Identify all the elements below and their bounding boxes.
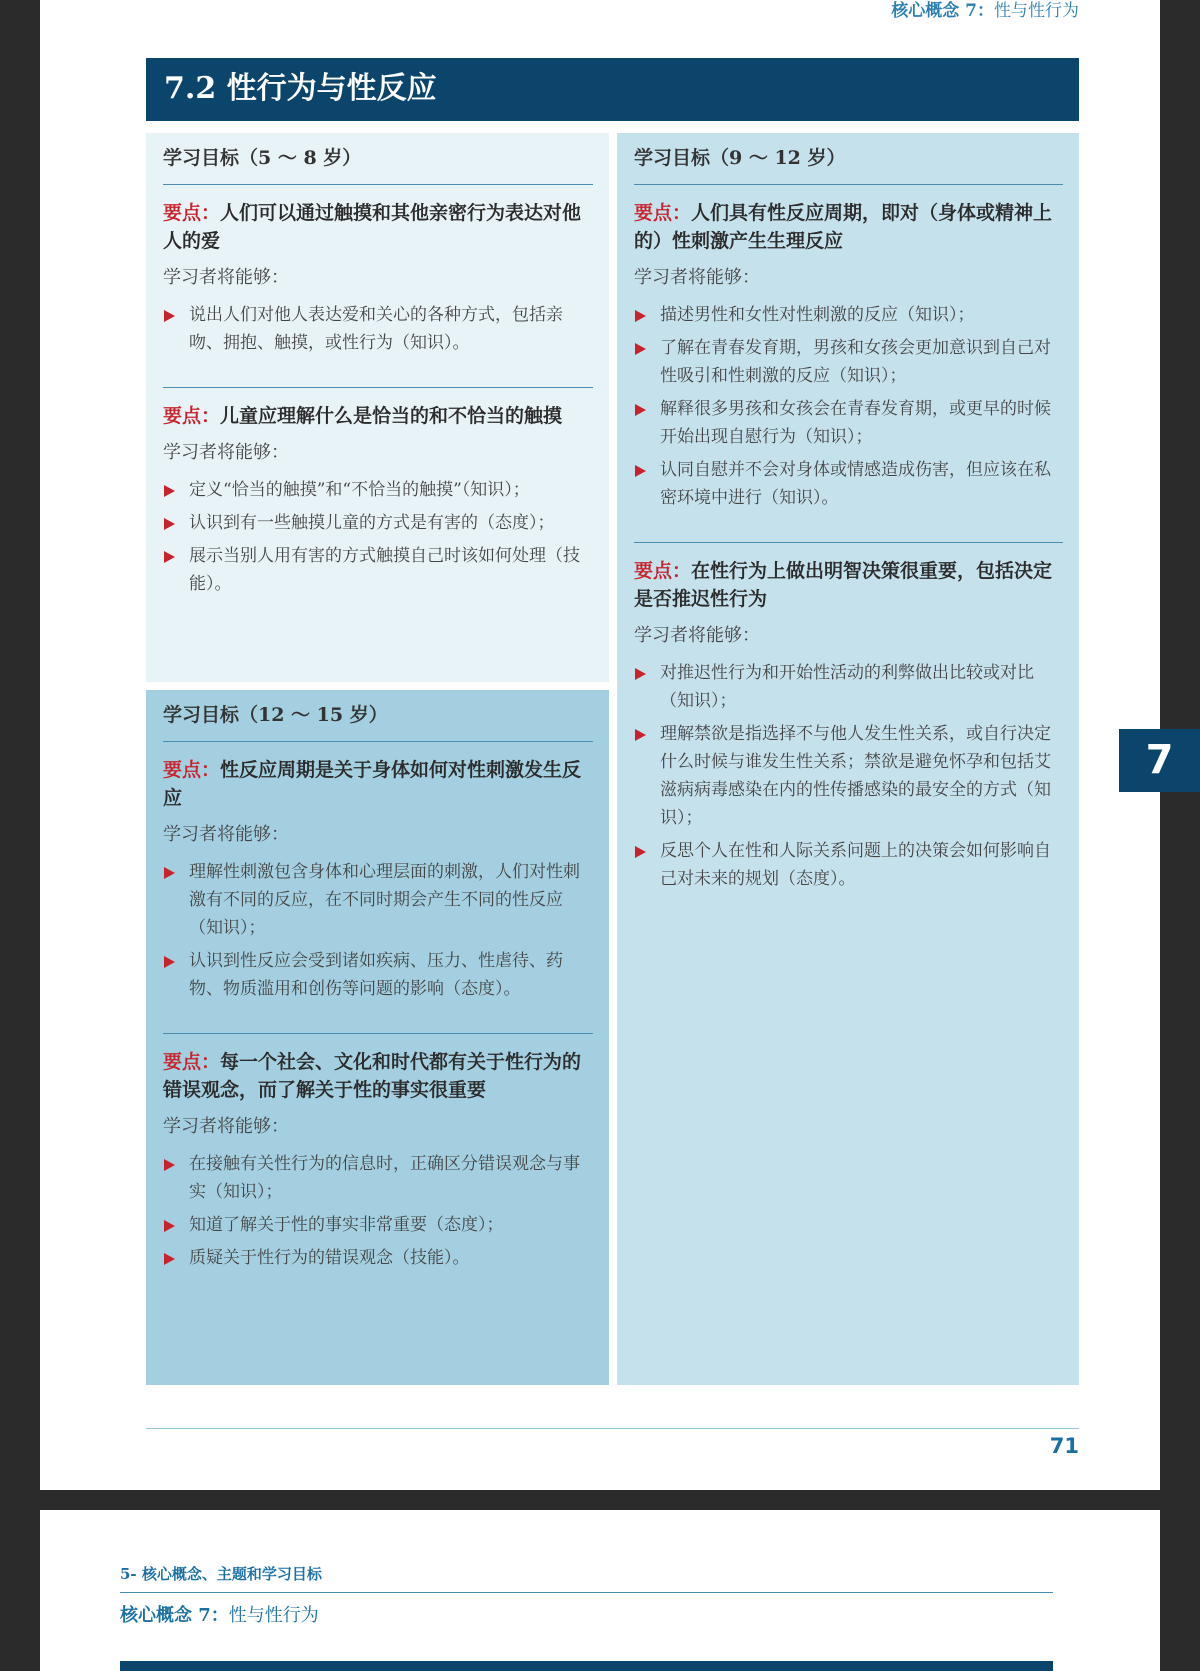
triangle-bullet-icon (635, 729, 646, 741)
key-point (163, 1048, 593, 1104)
objective-item (634, 395, 1063, 451)
key-point-label: 要点： (163, 405, 221, 427)
learning-objectives-9-12 (617, 133, 1079, 1385)
key-point (163, 199, 593, 255)
key-point-block (163, 756, 593, 1003)
triangle-bullet-icon (164, 867, 175, 879)
triangle-bullet-icon (635, 465, 646, 477)
learners-will-be-able: 学习者将能够： (163, 1116, 289, 1137)
objective-item (163, 301, 593, 357)
key-point-block (163, 1048, 593, 1272)
objective-text: 反思个人在性和人际关系问题上的决策会如何影响自己对未来的规划（态度）。 (660, 841, 1051, 889)
key-point-block (163, 199, 593, 357)
triangle-bullet-icon (635, 668, 646, 680)
objective-text: 认识到有一些触摸儿童的方式是有害的（态度）； (189, 513, 555, 533)
chapter-tab: 7 (1119, 729, 1200, 792)
section-header-bar (146, 58, 1079, 121)
objective-list (163, 858, 593, 1003)
learners-will-be-able: 学习者将能够： (163, 267, 289, 288)
objective-item (163, 1211, 593, 1239)
objective-text: 了解在青春发育期，男孩和女孩会更加意识到自己对性吸引和性刺激的反应（知识）； (660, 338, 1051, 386)
next-page-rule (120, 1592, 1053, 1593)
key-point (163, 756, 593, 812)
learning-objectives-12-15 (146, 690, 609, 1385)
triangle-bullet-icon (164, 310, 175, 322)
triangle-bullet-icon (164, 485, 175, 497)
objective-item (634, 720, 1063, 832)
key-point-text: 性反应周期是关于身体如何对性刺激发生反应 (163, 759, 582, 809)
box-heading: 学习目标（12 ～ 15 岁） (163, 702, 593, 742)
objective-list (163, 1150, 593, 1272)
key-point (163, 402, 593, 430)
key-point-block (634, 199, 1063, 512)
objective-text: 展示当别人用有害的方式触摸自己时该如何处理（技能）。 (189, 546, 580, 594)
key-point-text: 每一个社会、文化和时代都有关于性行为的错误观念，而了解关于性的事实很重要 (163, 1051, 582, 1101)
objective-text: 描述男性和女性对性刺激的反应（知识）； (660, 305, 975, 325)
objective-item (634, 334, 1063, 390)
running-head (891, 0, 1079, 22)
objective-text: 理解禁欲是指选择不与他人发生性关系，或自行决定什么时候与谁发生性关系；禁欲是避免怀孕和包括艾滋病病毒感染在内的性传播感染的最安全的方式（知识）； (660, 724, 1051, 828)
objective-item (634, 301, 1063, 329)
objective-item (163, 476, 593, 504)
page-71 (40, 0, 1174, 1490)
objective-list (163, 301, 593, 357)
learners-will-be-able: 学习者将能够： (163, 442, 289, 463)
objective-text: 认同自慰并不会对身体或情感造成伤害，但应该在私密环境中进行（知识）。 (660, 460, 1051, 508)
objective-text: 在接触有关性行为的信息时，正确区分错误观念与事实（知识）； (189, 1154, 580, 1202)
objective-item (634, 659, 1063, 715)
section-title: 7.2 性行为与性反应 (164, 71, 437, 106)
key-point-block (163, 402, 593, 598)
page-number: 71 (1049, 1434, 1079, 1458)
next-page-running-head: 5- 核心概念、主题和学习目标 (120, 1565, 322, 1583)
objective-item (634, 837, 1063, 893)
learning-objectives-5-8 (146, 133, 609, 682)
key-point-text: 人们具有性反应周期，即对（身体或精神上的）性刺激产生生理反应 (634, 202, 1053, 252)
divider (634, 542, 1063, 543)
objective-list (634, 659, 1063, 893)
running-head-label: 核心概念 7： (891, 1, 994, 21)
objective-text: 理解性刺激包含身体和心理层面的刺激，人们对性刺激有不同的反应，在不同时期会产生不同的性反应（知识）； (189, 862, 580, 938)
learners-will-be-able: 学习者将能够： (634, 625, 760, 646)
objective-item (634, 456, 1063, 512)
triangle-bullet-icon (164, 551, 175, 563)
divider (163, 1033, 593, 1034)
objective-text: 知道了解关于性的事实非常重要（态度）； (189, 1215, 504, 1235)
triangle-bullet-icon (164, 1220, 175, 1232)
footer-rule (146, 1428, 1079, 1429)
running-head-title: 性与性行为 (994, 1, 1079, 21)
next-page-concept (120, 1604, 319, 1628)
objective-item (163, 542, 593, 598)
triangle-bullet-icon (635, 846, 646, 858)
triangle-bullet-icon (164, 956, 175, 968)
triangle-bullet-icon (635, 404, 646, 416)
key-point-text: 在性行为上做出明智决策很重要，包括决定是否推迟性行为 (634, 560, 1053, 610)
key-point (634, 557, 1063, 613)
key-point-label: 要点： (634, 560, 692, 582)
learners-will-be-able: 学习者将能够： (163, 824, 289, 845)
key-point-label: 要点： (163, 202, 221, 224)
objective-text: 说出人们对他人表达爱和关心的各种方式，包括亲吻、拥抱、触摸，或性行为（知识）。 (189, 305, 563, 353)
objective-text: 定义“恰当的触摸”和“不恰当的触摸”（知识）； (189, 480, 530, 500)
key-point-label: 要点： (163, 1051, 221, 1073)
objective-item (163, 858, 593, 942)
key-point-text: 儿童应理解什么是恰当的和不恰当的触摸 (220, 405, 563, 427)
objective-text: 质疑关于性行为的错误观念（技能）。 (189, 1248, 470, 1268)
objective-item (163, 1244, 593, 1272)
triangle-bullet-icon (164, 1253, 175, 1265)
key-point-label: 要点： (634, 202, 692, 224)
key-point-text: 人们可以通过触摸和其他亲密行为表达对他人的爱 (163, 202, 582, 252)
key-point-block (634, 557, 1063, 893)
triangle-bullet-icon (164, 1159, 175, 1171)
box-heading: 学习目标（5 ～ 8 岁） (163, 145, 593, 185)
objective-item (163, 1150, 593, 1206)
objective-item (163, 509, 593, 537)
next-page-section-bar (120, 1661, 1053, 1671)
objective-text: 认识到性反应会受到诸如疾病、压力、性虐待、药物、物质滥用和创伤等问题的影响（态度）。 (189, 951, 563, 999)
next-page-concept-title: 性与性行为 (228, 1605, 319, 1626)
key-point-label: 要点： (163, 759, 221, 781)
next-page (40, 1510, 1160, 1671)
box-heading: 学习目标（9 ～ 12 岁） (634, 145, 1063, 185)
objective-list (163, 476, 593, 598)
objective-item (163, 947, 593, 1003)
learners-will-be-able: 学习者将能够： (634, 267, 760, 288)
objective-list (634, 301, 1063, 512)
key-point (634, 199, 1063, 255)
divider (163, 387, 593, 388)
triangle-bullet-icon (635, 310, 646, 322)
triangle-bullet-icon (635, 343, 646, 355)
next-page-concept-label: 核心概念 7： (120, 1605, 229, 1626)
objective-text: 对推迟性行为和开始性活动的利弊做出比较或对比（知识）； (660, 663, 1034, 711)
triangle-bullet-icon (164, 518, 175, 530)
objective-text: 解释很多男孩和女孩会在青春发育期，或更早的时候开始出现自慰行为（知识）； (660, 399, 1051, 447)
